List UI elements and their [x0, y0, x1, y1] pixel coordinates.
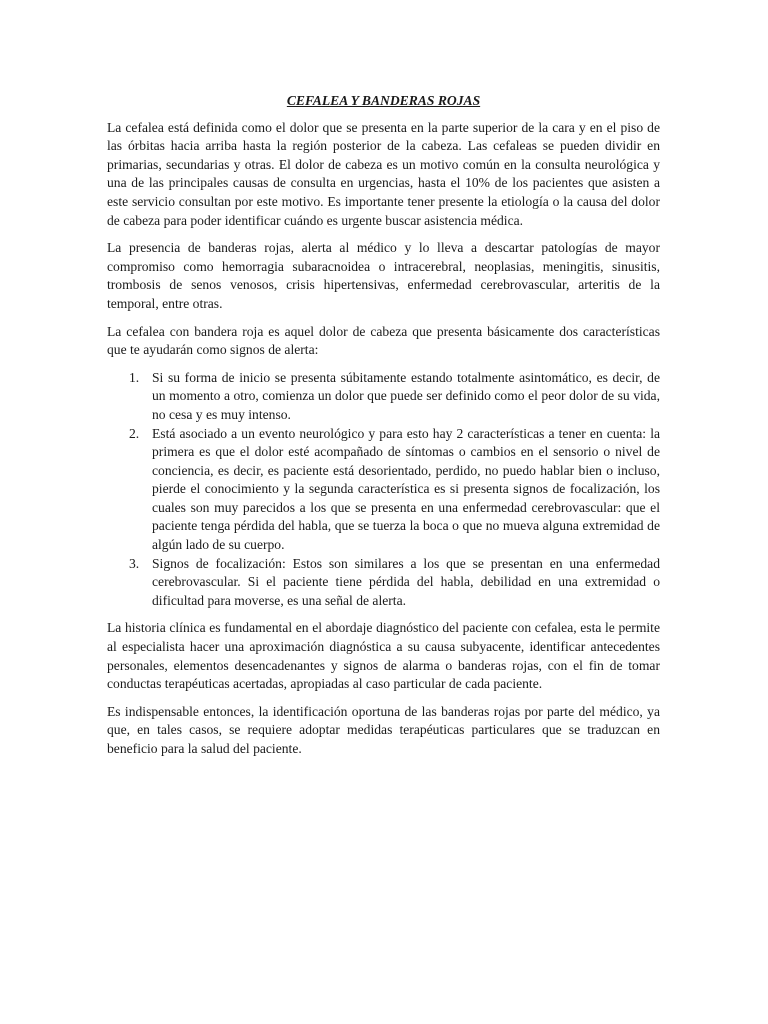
list-item-text: Signos de focalización: Estos son similares a los que se presentan en una enfermedad cerebrovascular. Si el paciente tiene pérdida del habla, debilidad en una extremidad o dificultad para moverse, es una señal de alerta.: [152, 555, 660, 608]
document-body: [107, 92, 660, 768]
document-title: CEFALEA Y BANDERAS ROJAS: [286, 93, 481, 108]
warning-signs-list: [107, 369, 660, 611]
list-item-number: 1.: [129, 369, 140, 385]
paragraph-red-flags: La presencia de banderas rojas, alerta al médico y lo lleva a descartar patologías de mayor compromiso como hemorragia subaracnoidea o intracerebral, neoplasias, meningitis, sinusitis, trombosis de senos venosos, crisis hipertensivas, enfermedad cerebrovascular, arteritis de la temporal, entre otras.: [107, 240, 660, 311]
paragraph-characteristics-intro: La cefalea con bandera roja es aquel dolor de cabeza que presenta básicamente dos características que te ayudarán como signos de alerta:: [107, 323, 660, 358]
list-item: [107, 555, 660, 611]
paragraph-clinical-history: La historia clínica es fundamental en el abordaje diagnóstico del paciente con cefalea, esta le permite al especialista hacer una aproximación diagnóstica a su causa subyacente, identificar antecedentes personales, elementos desencadenantes y signos de alarma o banderas rojas, con el fin de tomar conductas terapéuticas acertadas, apropiadas al caso particular de cada paciente.: [107, 620, 660, 692]
list-item-number: 3.: [129, 555, 140, 571]
list-item: [107, 425, 660, 555]
paragraph-conclusion: Es indispensable entonces, la identificación oportuna de las banderas rojas por parte del médico, ya que, en tales casos, se requiere adoptar medidas terapéuticas particulares que se traduzcan en beneficio para la salud del paciente.: [107, 703, 660, 756]
list-item-text: Si su forma de inicio se presenta súbitamente estando totalmente asintomático, es decir, de un momento a otro, comienza un dolor que puede ser definido como el peor dolor de su vida, no cesa y es muy intenso.: [152, 369, 660, 422]
paragraph-definition: La cefalea está definida como el dolor que se presenta en la parte superior de la cara y en el piso de las órbitas hacia arriba hasta la región posterior de la cabeza. Las cefaleas se pueden dividir en primarias, secundarias y otras. El dolor de cabeza es un motivo común en la consulta neurológica y una de las principales causas de consulta en urgencias, hasta el 10% de los pacientes que asisten a este servicio consultan por este motivo. Es importante tener presente la etiología o la causa del dolor de cabeza para poder identificar cuándo es urgente buscar asistencia médica.: [107, 119, 660, 228]
list-item-number: 2.: [129, 425, 140, 441]
list-item: [107, 369, 660, 425]
list-item-text: Está asociado a un evento neurológico y para esto hay 2 características a tener en cuenta: la primera es que el dolor esté acompañado de síntomas o cambios en el sensorio o nivel de conciencia, es decir, es paciente está desorientado, perdido, no puedo hablar bien o incluso, pierde el conocimiento y la segunda característica es si presenta signos de focalización, los cuales son muy parecidos a los que se presenta en una enfermedad cerebrovascular: que el paciente tenga pérdida del habla, que se tuerza la boca o que no mueva alguna extremidad de algún lado de su cuerpo.: [152, 425, 660, 553]
